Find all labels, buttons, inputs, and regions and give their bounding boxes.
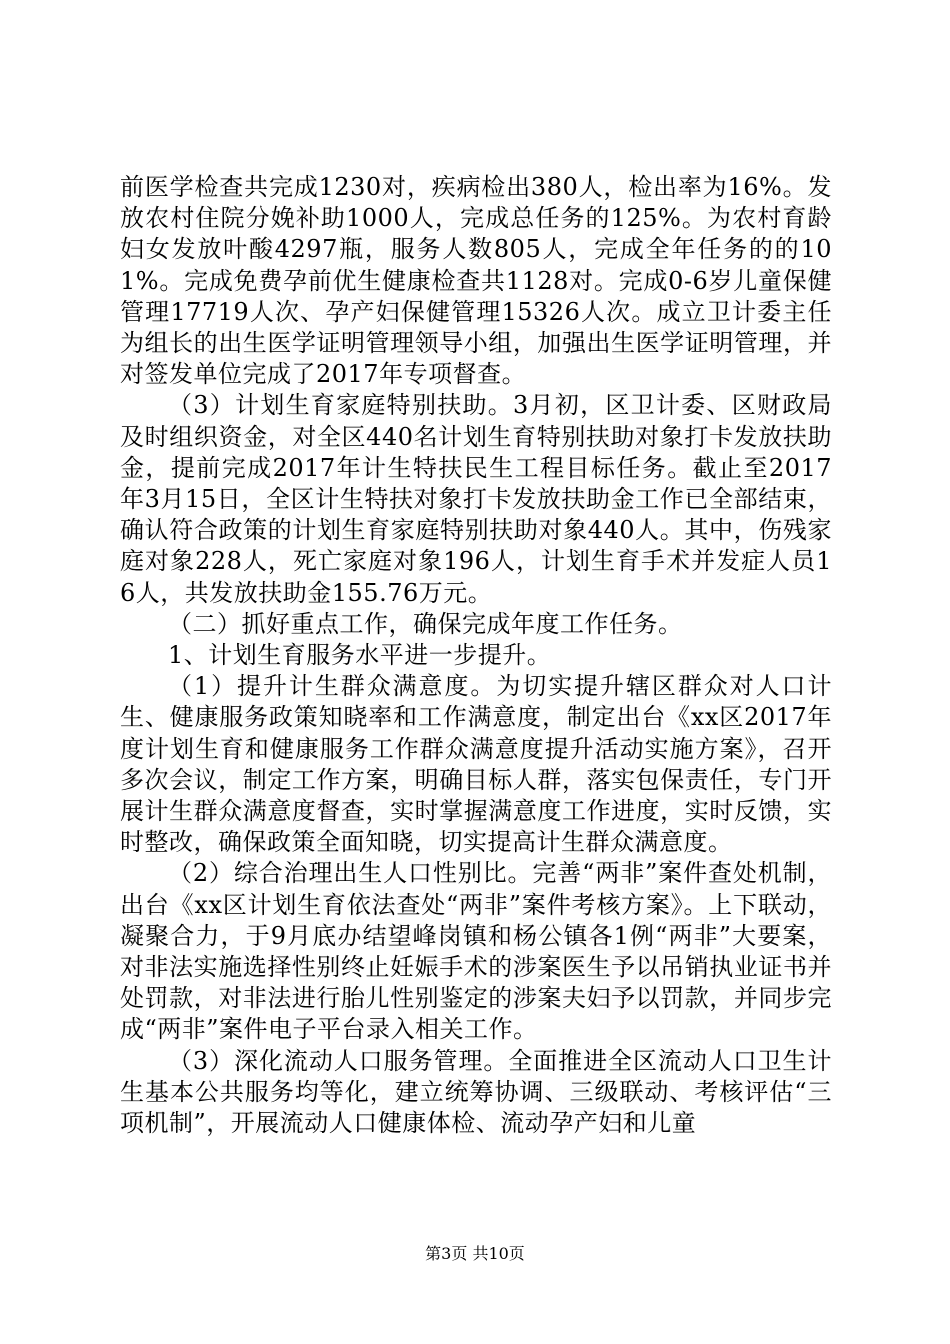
section-heading-key-work: （二）抓好重点工作，确保完成年度工作任务。 bbox=[168, 609, 683, 638]
paragraph-floating-population: （3）深化流动人口服务管理。全面推进全区流动人口卫生计生基本公共服务均等化，建立统筹协调、三级联动、考核评估“三项机制”，开展流动人口健康体检、流动孕产妇和儿童 bbox=[120, 1046, 832, 1138]
paragraph-satisfaction: （1）提升计生群众满意度。为切实提升辖区群众对人口计生、健康服务政策知晓率和工作满意度，制定出台《xx区2017年度计划生育和健康服务工作群众满意度提升活动实施方案》，召开多次会议，制定工作方案，明确目标人群，落实包保责任，专门开展计生群众满意度督查，实时掌握满意度工作进度，实时反馈，实时整改，确保政策全面知晓，切实提高计生群众满意度。 bbox=[120, 672, 832, 857]
paragraph-sex-ratio: （2）综合治理出生人口性别比。完善“两非”案件查处机制，出台《xx区计划生育依法查处“两非”案件考核方案》。上下联动，凝聚合力，于9月底办结望峰岗镇和杨公镇各1例“两非”大要案，对非法实施选择性别终止妊娠手术的涉案医生予以吊销执业证书并处罚款，对非法进行胎儿性别鉴定的涉案夫妇予以罚款，并同步完成“两非”案件电子平台录入相关工作。 bbox=[120, 859, 832, 1044]
page-number-footer: 第3页 共10页 bbox=[425, 1244, 525, 1263]
paragraph-continuation: 前医学检查共完成1230对，疾病检出380人，检出率为16%。发放农村住院分娩补助1000人，完成总任务的125%。为农村育龄妇女发放叶酸4297瓶，服务人数805人，完成全年任务的的101%。完成免费孕前优生健康检查共1128对。完成0-6岁儿童保健管理17719人次、孕产妇保健管理15326人次。成立卫计委主任为组长的出生医学证明管理领导小组，加强出生医学证明管理，并对签发单位完成了2017年专项督查。 bbox=[120, 173, 832, 389]
subsection-heading-service-level: 1、计划生育服务水平进一步提升。 bbox=[168, 641, 552, 670]
paragraph-family-assistance: （3）计划生育家庭特别扶助。3月初，区卫计委、区财政局及时组织资金，对全区440名计划生育特别扶助对象打卡发放扶助金，提前完成2017年计生特扶民生工程目标任务。截止至2017年3月15日，全区计生特扶对象打卡发放扶助金工作已全部结束，确认符合政策的计划生育家庭特别扶助对象440人。其中，伤残家庭对象228人，死亡家庭对象196人，计划生育手术并发症人员16人，共发放扶助金155.76万元。 bbox=[120, 391, 832, 607]
document-body bbox=[120, 172, 832, 1139]
